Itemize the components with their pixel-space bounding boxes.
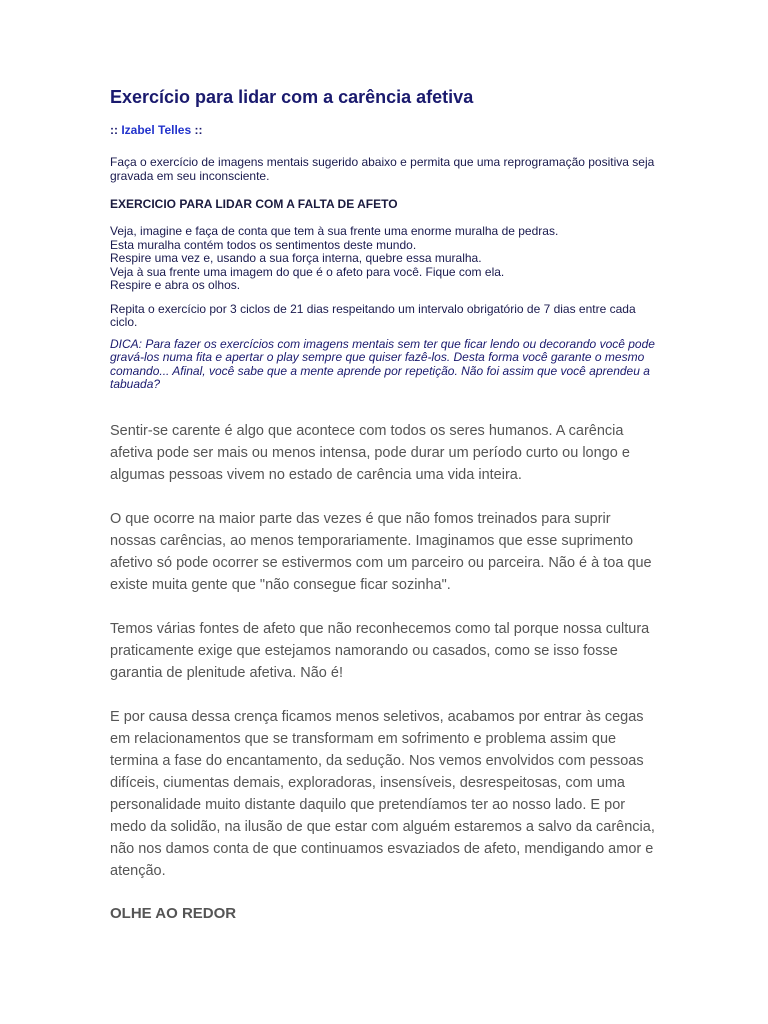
exercise-heading: EXERCICIO PARA LIDAR COM A FALTA DE AFETO	[110, 197, 398, 211]
exercise-step: Respire uma vez e, usando a sua força interna, quebre essa muralha.	[110, 251, 482, 265]
author-suffix: ::	[194, 123, 203, 137]
body-paragraph: E por causa dessa crença ficamos menos seletivos, acabamos por entrar às cegas em relacionamentos que se transformam em sofrimento e problema assim que termina a fase do encantamento, da sedução. Nos vemos envolvidos com pessoas difíceis, ciumentas demais, exploradoras, insensíveis, desrespeitosas, com uma personalidade muito distante daquilo que pretendíamos ter ao nosso lado. E por medo da solidão, na ilusão de que estar com alguém estaremos a salvo da carência, não nos damos conta de que continuamos esvaziados de afeto, mendigando amor e atenção.	[110, 708, 655, 879]
exercise-step: Veja à sua frente uma imagem do que é o afeto para você. Fique com ela.	[110, 264, 505, 279]
author-name: Izabel Telles	[121, 123, 192, 137]
document-page	[110, 86, 658, 924]
exercise-step: Respire e abra os olhos.	[110, 278, 241, 292]
body-paragraph: O que ocorre na maior parte das vezes é que não fomos treinados para suprir nossas carências, ao menos temporariamente. Imaginamos que esse suprimento afetivo só pode ocorrer se estivermos com um parceiro ou parceira. Não é à toa que existe muita gente que "não consegue ficar sozinha".	[110, 510, 652, 593]
author-line	[110, 122, 658, 138]
tip-paragraph: DICA: Para fazer os exercícios com imagens mentais sem ter que ficar lendo ou decorando você pode gravá-los numa fita e apertar o play sempre que quiser fazê-los. Desta forma você garante o mesmo comando... Afinal, você sabe que a mente aprende por repetição. Não foi assim que você aprendeu a tabuada?	[110, 336, 655, 391]
exercise-step: Esta muralha contém todos os sentimentos deste mundo.	[110, 237, 417, 252]
section-heading: OLHE AO REDOR	[110, 904, 237, 922]
document-title: Exercício para lidar com a carência afetiva	[110, 87, 474, 107]
author-prefix: ::	[110, 123, 118, 137]
exercise-step: Veja, imagine e faça de conta que tem à sua frente uma enorme muralha de pedras.	[110, 224, 559, 238]
intro-paragraph: Faça o exercício de imagens mentais sugerido abaixo e permita que uma reprogramação positiva seja gravada em seu inconsciente.	[110, 155, 655, 183]
exercise-steps	[110, 225, 658, 293]
body-paragraph: Sentir-se carente é algo que acontece com todos os seres humanos. A carência afetiva pode ser mais ou menos intensa, pode durar um período curto ou longo e algumas pessoas vivem no estado de carência uma vida inteira.	[110, 422, 630, 483]
repeat-paragraph: Repita o exercício por 3 ciclos de 21 dias respeitando um intervalo obrigatório de 7 dias entre cada ciclo.	[110, 301, 636, 329]
body-paragraph: Temos várias fontes de afeto que não reconhecemos como tal porque nossa cultura praticamente exige que estejamos namorando ou casados, como se isso fosse garantia de plenitude afetiva. Não é!	[110, 620, 650, 681]
